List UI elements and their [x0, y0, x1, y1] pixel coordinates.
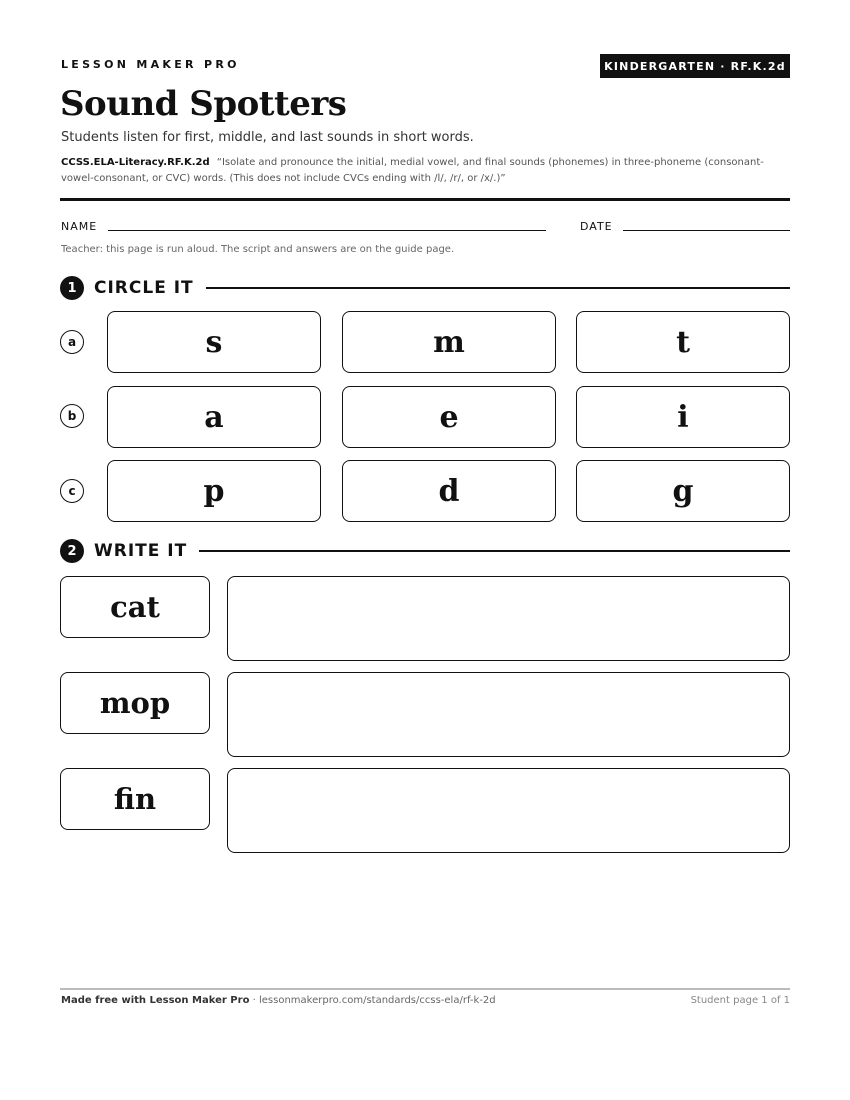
header-divider	[60, 198, 790, 201]
grade-badge: KINDERGARTEN · RF.K.2d	[600, 54, 790, 78]
word-card: cat	[60, 576, 210, 638]
row-marker-b: b	[60, 404, 84, 428]
choice-box[interactable]: g	[576, 460, 790, 522]
choice-box[interactable]: d	[342, 460, 556, 522]
section-divider	[199, 550, 790, 552]
footer-url-link[interactable]: lessonmakerpro.com/standards/ccss-ela/rf-k-2d	[258, 995, 496, 1006]
answer-box[interactable]	[227, 768, 790, 853]
standard-description	[61, 155, 791, 187]
section-number: 2	[60, 539, 84, 563]
section-write-it-header	[60, 539, 790, 563]
page-subtitle: Students listen for first, middle, and last sounds in short words.	[61, 130, 474, 145]
section-number: 1	[60, 276, 84, 300]
footer-credit	[61, 995, 496, 1006]
section-circle-it-header	[60, 276, 790, 300]
name-field[interactable]	[108, 230, 546, 231]
footer-page-number: Student page 1 of 1	[690, 995, 790, 1006]
choice-box[interactable]: t	[576, 311, 790, 373]
choice-box[interactable]: a	[107, 386, 321, 448]
date-field[interactable]	[623, 230, 790, 231]
standard-text: “Isolate and pronounce the initial, medial vowel, and final sounds (phonemes) in three-phoneme (consonant-vowel-consonant, or CVC) words. (This does not include CVCs ending with /l/, /r/, or /x/.)”	[61, 157, 764, 184]
page-title: Sound Spotters	[60, 84, 347, 124]
row-marker-c: c	[60, 479, 84, 503]
choice-box[interactable]: e	[342, 386, 556, 448]
section-title: WRITE IT	[94, 541, 188, 561]
choice-box[interactable]: i	[576, 386, 790, 448]
answer-box[interactable]	[227, 576, 790, 661]
name-label: NAME	[61, 220, 98, 233]
answer-box[interactable]	[227, 672, 790, 757]
footer-made-with: Made free with Lesson Maker Pro	[61, 995, 250, 1006]
teacher-note: Teacher: this page is run aloud. The script and answers are on the guide page.	[61, 244, 455, 255]
choice-box[interactable]: s	[107, 311, 321, 373]
footer-separator: ·	[249, 995, 259, 1006]
row-marker-a: a	[60, 330, 84, 354]
word-card: fin	[60, 768, 210, 830]
section-divider	[206, 287, 790, 289]
word-card: mop	[60, 672, 210, 734]
choice-box[interactable]: m	[342, 311, 556, 373]
brand-name: LESSON MAKER PRO	[61, 58, 240, 71]
date-label: DATE	[580, 220, 613, 233]
standard-code: CCSS.ELA-Literacy.RF.K.2d	[61, 157, 210, 168]
section-title: CIRCLE IT	[94, 278, 194, 298]
choice-box[interactable]: p	[107, 460, 321, 522]
footer-divider	[60, 988, 790, 990]
